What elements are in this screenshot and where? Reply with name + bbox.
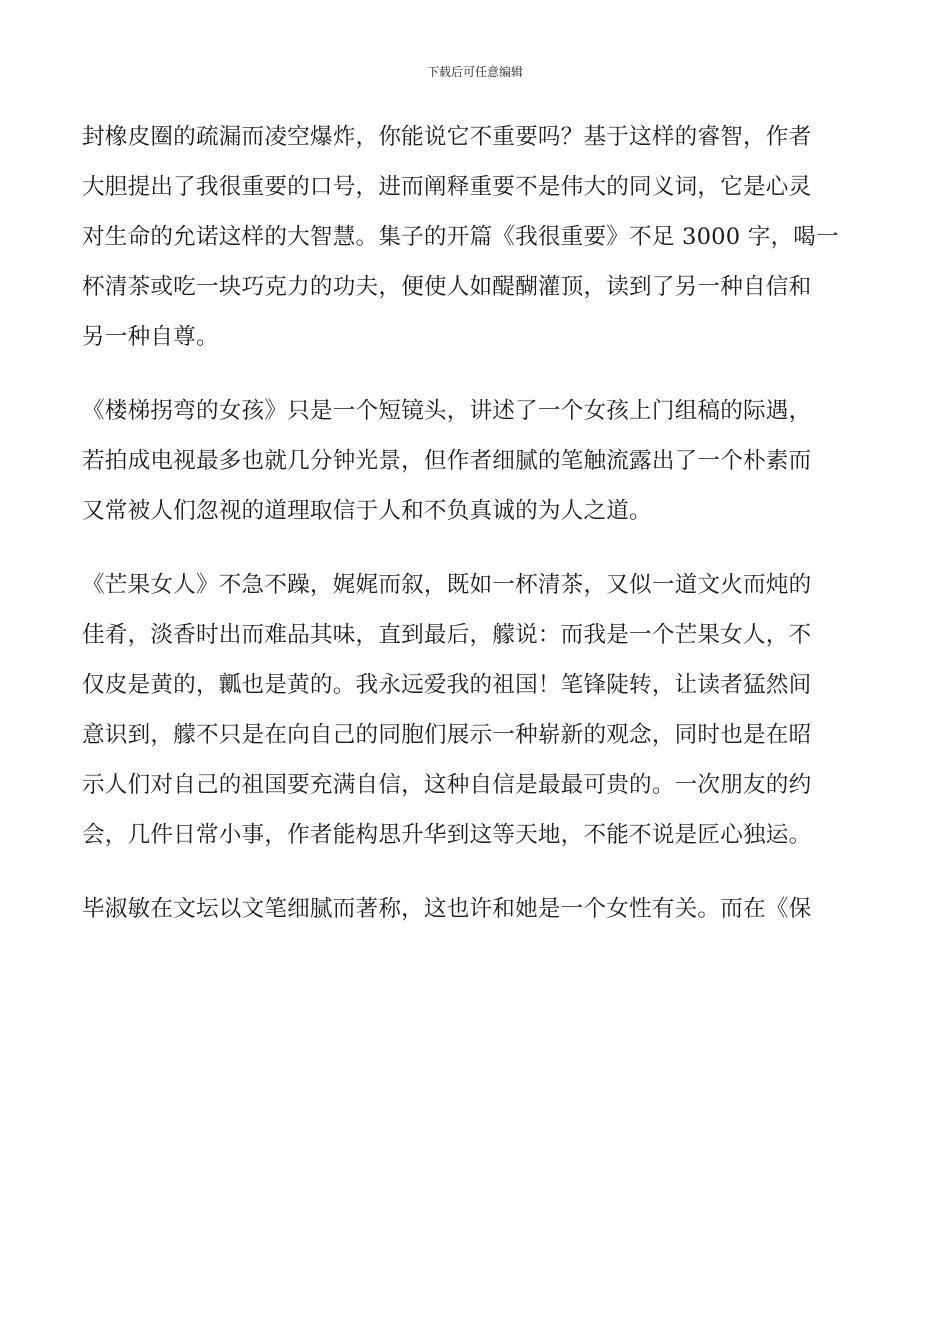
text-line: 又常被人们忽视的道理取信于人和不负真诚的为人之道。	[82, 498, 652, 524]
paragraph-4	[82, 884, 872, 934]
text-line: 示人们对自己的祖国要充满自信，这种自信是最最可贵的。一次朋友的约	[82, 772, 812, 798]
text-line: 封橡皮圈的疏漏而凌空爆炸，你能说它不重要吗？基于这样的睿智，作者	[82, 124, 812, 150]
text-line: 《芒果女人》不急不躁，娓娓而叙，既如一杯清茶，又似一道文火而炖的	[82, 572, 812, 598]
text-line: 若拍成电视最多也就几分钟光景，但作者细腻的笔触流露出了一个朴素而	[82, 448, 812, 474]
text-line: 意识到，艨不只是在向自己的同胞们展示一种崭新的观念，同时也是在昭	[82, 722, 812, 748]
paragraph-3	[82, 560, 872, 860]
page-header: 下载后可任意编辑	[426, 65, 523, 79]
paragraph-2	[82, 386, 872, 536]
text-line: 大胆提出了我很重要的口号，进而阐释重要不是伟大的同义词，它是心灵	[82, 174, 812, 200]
text-line: 杯清茶或吃一块巧克力的功夫，便使人如醍醐灌顶，读到了另一种自信和	[82, 274, 812, 300]
text-line: 佳肴，淡香时出而难品其味，直到最后，艨说：而我是一个芒果女人，不	[82, 622, 812, 648]
paragraph-1	[82, 112, 872, 362]
text-line: 毕淑敏在文坛以文笔细腻而著称，这也许和她是一个女性有关。而在《保	[82, 896, 812, 922]
text-line: 《楼梯拐弯的女孩》只是一个短镜头，讲述了一个女孩上门组稿的际遇，	[82, 398, 812, 424]
text-line: 会，几件日常小事，作者能构思升华到这等天地，不能不说是匠心独运。	[82, 822, 812, 848]
text-line: 仅皮是黄的，瓤也是黄的。我永远爱我的祖国！笔锋陡转，让读者猛然间	[82, 672, 812, 698]
text-line: 对生命的允诺这样的大智慧。集子的开篇《我很重要》不足 3000 字，喝一	[82, 224, 839, 250]
document-body	[82, 112, 872, 934]
text-line: 另一种自尊。	[82, 324, 219, 350]
